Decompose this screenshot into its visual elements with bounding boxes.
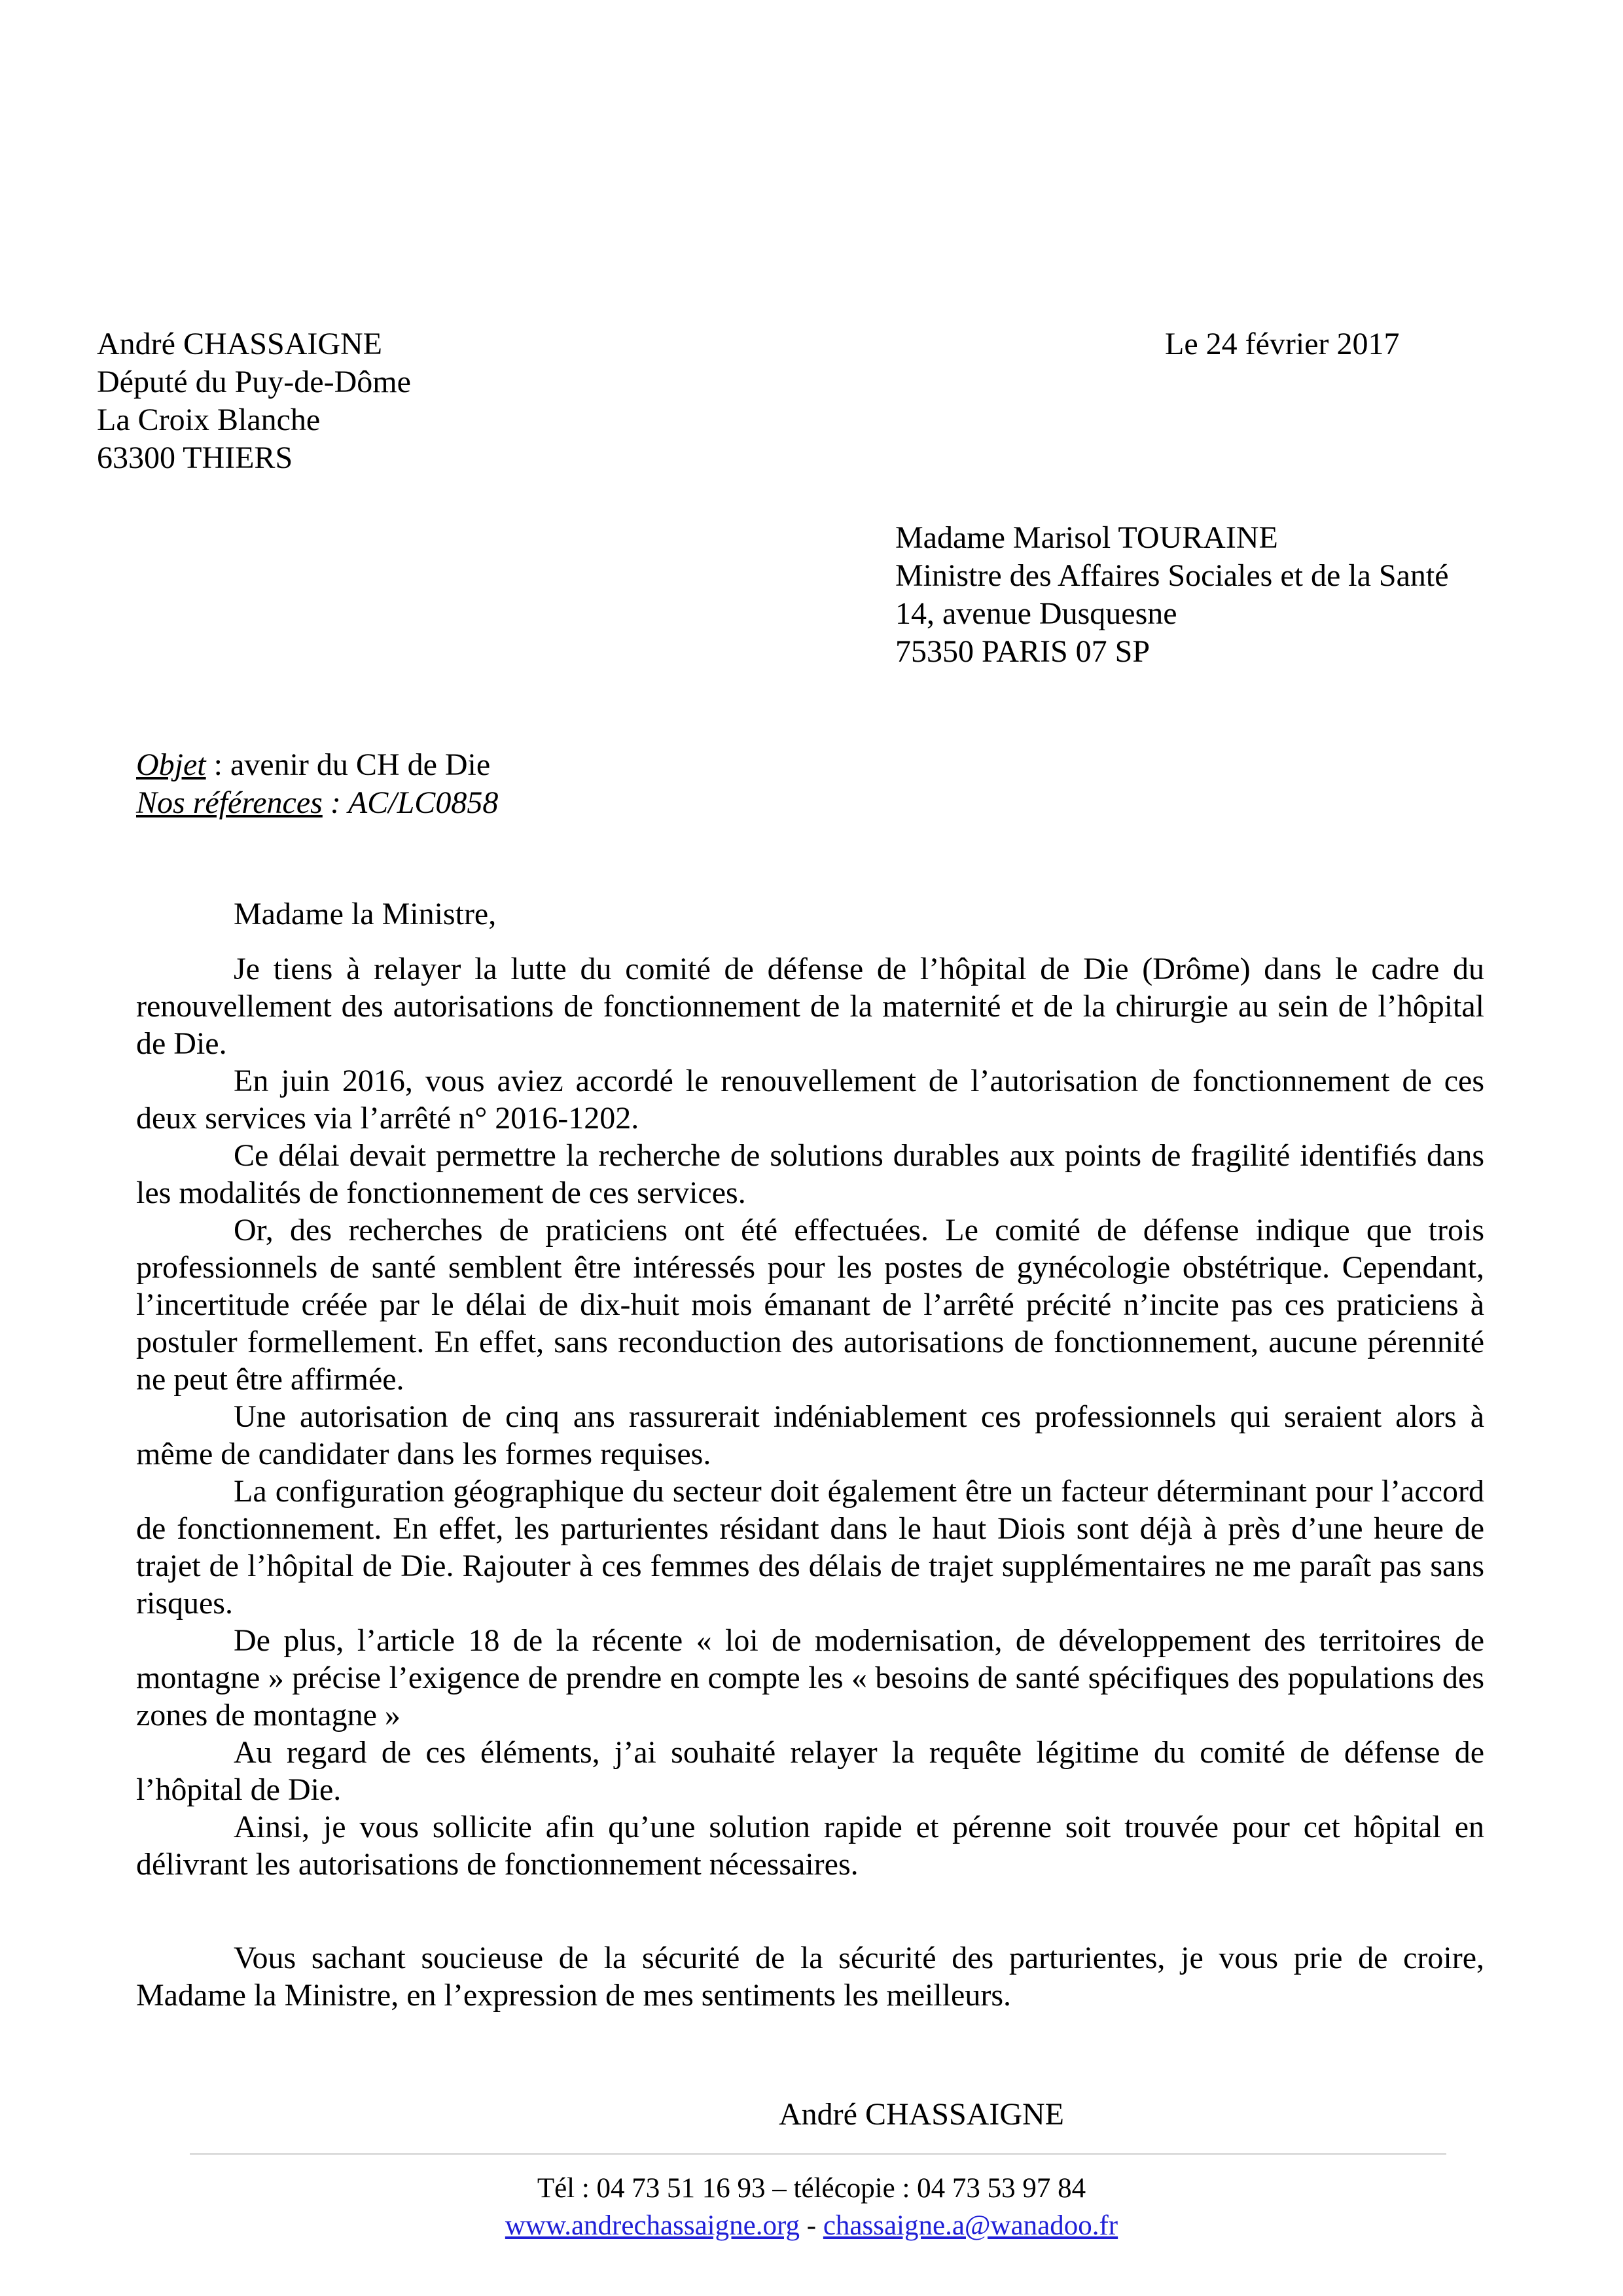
references-value: : AC/LC0858 [322,785,499,820]
body-paragraph: Au regard de ces éléments, j’ai souhaité relayer la requête légitime du comité de défense de l’hôpital de Die. [136,1735,1484,1807]
object-value: : avenir du CH de Die [205,747,491,782]
body-paragraph: Ainsi, je vous sollicite afin qu’une solution rapide et pérenne soit trouvée pour cet hôpital en délivrant les autorisations de fonctionnement nécessaires. [136,1810,1484,1882]
subject-block [136,746,498,822]
recipient-address-line2: 75350 PARIS 07 SP [895,634,1150,669]
recipient-block [895,519,1449,671]
sender-name: André CHASSAIGNE [97,327,382,361]
letter-date: Le 24 février 2017 [1165,327,1400,361]
references-label: Nos références [136,785,323,820]
closing-paragraph: Vous sachant soucieuse de la sécurité de la sécurité des parturientes, je vous prie de croire, Madame la Ministre, en l’expression de mes sentiments les meilleurs. [136,1941,1484,2013]
body-paragraph: La configuration géographique du secteur doit également être un facteur déterminant pour l’accord de fonctionnement. En effet, les parturientes résidant dans le haut Diois sont déjà à près d’une heure de trajet de l’hôpital de Die. Rajouter à ces femmes des délais de trajet supplémentaires ne me paraît pas sans risques. [136,1474,1484,1621]
footer-contact: Tél : 04 73 51 16 93 – télécopie : 04 73 53 97 84 [537,2173,1086,2204]
recipient-title: Ministre des Affaires Sociales et de la Santé [895,558,1449,593]
subject-references-line [136,784,498,822]
recipient-address-line1: 14, avenue Dusquesne [895,596,1177,631]
sender-title: Député du Puy-de-Dôme [97,365,411,399]
body-paragraph: Or, des recherches de praticiens ont été effectuées. Le comité de défense indique que trois professionnels de santé semblent être intéressés pour les postes de gynécologie obstétrique. Cependant, l’incertitude créée par le délai de dix-huit mois émanant de l’arrêté précité n’incite pas ces praticiens à postuler formellement. En effet, sans reconduction des autorisations de fonctionnement, aucune pérennité ne peut être affirmée. [136,1213,1484,1397]
email-link[interactable]: chassaigne.a@wanadoo.fr [823,2210,1118,2241]
footer-separator: - [800,2210,823,2241]
salutation: Madame la Ministre, [234,897,497,931]
footer-divider [190,2153,1446,2155]
recipient-name: Madame Marisol TOURAINE [895,520,1278,555]
body-paragraph: Je tiens à relayer la lutte du comité de défense de l’hôpital de Die (Drôme) dans le cadre du renouvellement des autorisations de fonctionnement de la maternité et de la chirurgie au sein de l’hôpital de Die. [136,952,1484,1061]
signature: André CHASSAIGNE [779,2097,1064,2132]
letter-body [136,950,1484,1883]
sender-address-line2: 63300 THIERS [97,440,293,475]
subject-object-line [136,746,498,784]
website-link[interactable]: www.andrechassaigne.org [505,2210,800,2241]
object-label: Objet [136,747,206,782]
body-paragraph: Une autorisation de cinq ans rassurerait indéniablement ces professionnels qui seraient alors à même de candidater dans les formes requises. [136,1399,1484,1471]
body-paragraph: Ce délai devait permettre la recherche de solutions durables aux points de fragilité identifiés dans les modalités de fonctionnement de ces services. [136,1138,1484,1210]
body-paragraph: En juin 2016, vous aviez accordé le renouvellement de l’autorisation de fonctionnement de ces deux services via l’arrêté n° 2016-1202. [136,1064,1484,1136]
sender-block [97,325,411,477]
body-paragraph: De plus, l’article 18 de la récente « loi de modernisation, de développement des territoires de montagne » précise l’exigence de prendre en compte les « besoins de santé spécifiques des populations des zones de montagne » [136,1623,1484,1732]
closing-block [136,1939,1484,2014]
footer-links [0,2209,1623,2243]
sender-address-line1: La Croix Blanche [97,403,321,437]
